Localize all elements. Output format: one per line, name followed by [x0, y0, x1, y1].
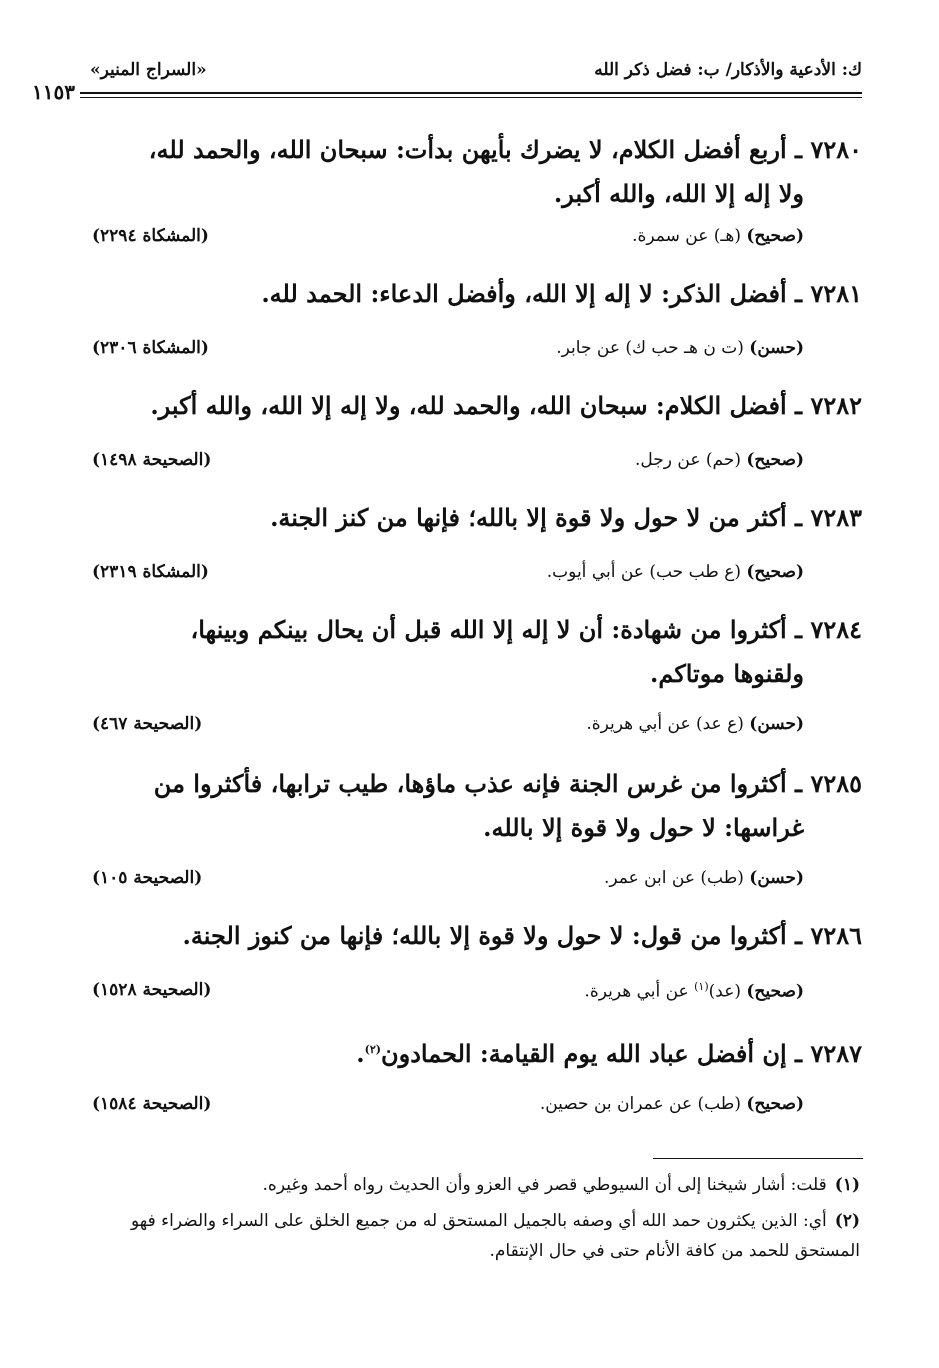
hadith-number: ٧٢٨١ — [810, 279, 862, 308]
hadith-source — [92, 226, 804, 254]
hadith-narration: (هـ) عن سمرة. — [632, 226, 741, 246]
hadith-line: ٧٢٨٤ ـ أكثروا من شهادة: أن لا إله إلا الله قبل أن يحال بينكم وبينها، — [190, 615, 862, 644]
hadith-entry — [92, 1028, 862, 1076]
hadith-grade: (صحيح) — [746, 226, 804, 246]
hadith-line — [92, 652, 804, 696]
hadith-text: أكثروا من غرس الجنة فإنه عذب ماؤها، طيب ترابها، فأكثروا من — [153, 769, 787, 798]
hadith-narration: (طب) عن عمران بن حصين. — [539, 1094, 741, 1114]
hadith-source — [92, 562, 804, 590]
hadith-text: ولقنوها موتاكم. — [649, 659, 804, 688]
hadith-entry — [92, 128, 862, 216]
hadith-source — [92, 980, 804, 1008]
hadith-entry — [92, 914, 862, 958]
source-text — [547, 562, 804, 582]
hadith-narration: (ت ن هـ حب ك) عن جابر. — [556, 338, 744, 358]
hadith-reference: (المشكاة ٢٣٠٦) — [92, 338, 209, 358]
hadith-grade: (صحيح) — [746, 981, 804, 1002]
hadith-grade: (صحيح) — [746, 450, 804, 470]
book-title: «السراج المنير» — [90, 60, 207, 80]
footnote-number: (٢) — [834, 1211, 860, 1231]
footnote — [80, 1206, 860, 1266]
source-text — [586, 714, 804, 734]
footnote-number: (١) — [834, 1175, 860, 1195]
hadith-narration: عن أبي هريرة. — [584, 981, 689, 1002]
hadith-number: ٧٢٨٧ — [810, 1039, 862, 1068]
hadith-number: ٧٢٨٤ — [810, 615, 862, 644]
footnote-text: قلت: أشار شيخنا إلى أن السيوطي قصر في العزو وأن الحديث رواه أحمد وغيره. — [262, 1175, 827, 1195]
hadith-source — [92, 1094, 804, 1122]
hadith-text: أفضل الذكر: لا إله إلا الله، وأفضل الدعاء: الحمد لله. — [261, 279, 787, 308]
hadith-grade: (صحيح) — [746, 562, 804, 582]
source-text — [604, 868, 804, 888]
hadith-entry — [92, 384, 862, 428]
hadith-number: ٧٢٨٣ — [810, 503, 862, 532]
hadith-source — [92, 714, 804, 742]
hadith-source — [92, 450, 804, 478]
hadith-source — [92, 338, 804, 366]
footnote-text: أي: الذين يكثرون حمد الله أي وصفه بالجميل المستحق له من جميع الخلق على السراء والضراء فهو المستحق للحمد من كافة الأنام حتى في حال الإنتقام. — [131, 1211, 860, 1261]
source-text — [540, 1094, 804, 1114]
header-rule — [80, 92, 862, 94]
hadith-entry — [92, 272, 862, 316]
hadith-text-end: . — [356, 1039, 365, 1068]
footnote-marker: (٢) — [364, 1043, 382, 1056]
hadith-line: ٧٢٨٣ ـ أكثر من لا حول ولا قوة إلا بالله؛ فإنها من كنز الجنة. — [270, 503, 862, 532]
hadith-entry — [92, 762, 862, 850]
hadith-reference: (الصحيحة ١٠٥) — [92, 868, 203, 888]
source-text — [632, 226, 804, 246]
hadith-text: أكثر من لا حول ولا قوة إلا بالله؛ فإنها من كنز الجنة. — [270, 503, 787, 532]
hadith-grade: (حسن) — [749, 868, 804, 888]
hadith-number: ٧٢٨٥ — [810, 769, 862, 798]
hadith-line: ٧٢٨٠ ـ أربع أفضل الكلام، لا يضرك بأيهن بدأت: سبحان الله، والحمد لله، — [148, 135, 862, 164]
source-text — [556, 338, 804, 358]
hadith-source — [92, 868, 804, 896]
page-header — [32, 50, 862, 104]
hadith-text: ولا إله إلا الله، والله أكبر. — [553, 179, 804, 208]
hadith-text: غراسها: لا حول ولا قوة إلا بالله. — [483, 813, 804, 842]
hadith-reference: (الصحيحة ١٥٢٨) — [92, 980, 212, 1000]
hadith-line: ٧٢٨٧ ـ إن أفضل عباد الله يوم القيامة: الحمادون$^{(٢)}$. — [356, 1039, 862, 1068]
hadith-number: ٧٢٨٦ — [810, 921, 862, 950]
hadith-text: أربع أفضل الكلام، لا يضرك بأيهن بدأت: سبحان الله، والحمد لله، — [148, 135, 787, 164]
hadith-entry — [92, 608, 862, 696]
hadith-line — [92, 806, 804, 850]
hadith-text: أكثروا من قول: لا حول ولا قوة إلا بالله؛ فإنها من كنوز الجنة. — [182, 921, 787, 950]
hadith-grade: (حسن) — [749, 338, 804, 358]
hadith-narration: (طب) عن ابن عمر. — [603, 868, 744, 888]
hadith-reference: (الصحيحة ٤٦٧) — [92, 714, 203, 734]
header-rule-thin — [80, 97, 862, 98]
hadith-entry — [92, 496, 862, 540]
hadith-reference: (المشكاة ٢٢٩٤) — [92, 226, 209, 246]
hadith-text: إن أفضل عباد الله يوم القيامة: الحمادون — [381, 1039, 787, 1068]
hadith-grade: (حسن) — [749, 714, 804, 734]
footnote-marker: (١) — [694, 980, 709, 993]
hadith-line: ٧٢٨٦ ـ أكثروا من قول: لا حول ولا قوة إلا بالله؛ فإنها من كنوز الجنة. — [182, 921, 862, 950]
source-text — [635, 450, 804, 470]
hadith-narration: (ع طب حب) عن أبي أيوب. — [546, 562, 741, 582]
hadith-narration: (ع عد) عن أبي هريرة. — [586, 714, 744, 734]
source-text — [584, 980, 804, 1002]
hadith-reference: (المشكاة ٢٣١٩) — [92, 562, 209, 582]
hadith-line: ٧٢٨٥ ـ أكثروا من غرس الجنة فإنه عذب ماؤها، طيب ترابها، فأكثروا من — [153, 769, 862, 798]
hadith-reference: (الصحيحة ١٥٨٤) — [92, 1094, 212, 1114]
hadith-number: ٧٢٨٠ — [810, 135, 862, 164]
hadith-grade: (صحيح) — [746, 1094, 804, 1114]
hadith-line: ٧٢٨٢ ـ أفضل الكلام: سبحان الله، والحمد لله، ولا إله إلا الله، والله أكبر. — [150, 391, 862, 420]
footnote-separator — [653, 1158, 863, 1159]
hadith-narration: (حم) عن رجل. — [635, 450, 741, 470]
footnote — [80, 1170, 860, 1200]
hadith-line: ٧٢٨١ ـ أفضل الذكر: لا إله إلا الله، وأفضل الدعاء: الحمد لله. — [261, 279, 862, 308]
hadith-number: ٧٢٨٢ — [810, 391, 862, 420]
hadith-text: أفضل الكلام: سبحان الله، والحمد لله، ولا إله إلا الله، والله أكبر. — [150, 391, 787, 420]
hadith-reference: (الصحيحة ١٤٩٨) — [92, 450, 212, 470]
chapter-title: ك: الأدعية والأذكار/ ب: فضل ذكر الله — [594, 60, 862, 80]
hadith-text: أكثروا من شهادة: أن لا إله إلا الله قبل أن يحال بينكم وبينها، — [190, 615, 787, 644]
page-number: ١١٥٣ — [32, 80, 75, 104]
hadith-line — [92, 172, 804, 216]
hadith-narration-code: (عد) — [708, 981, 741, 1002]
